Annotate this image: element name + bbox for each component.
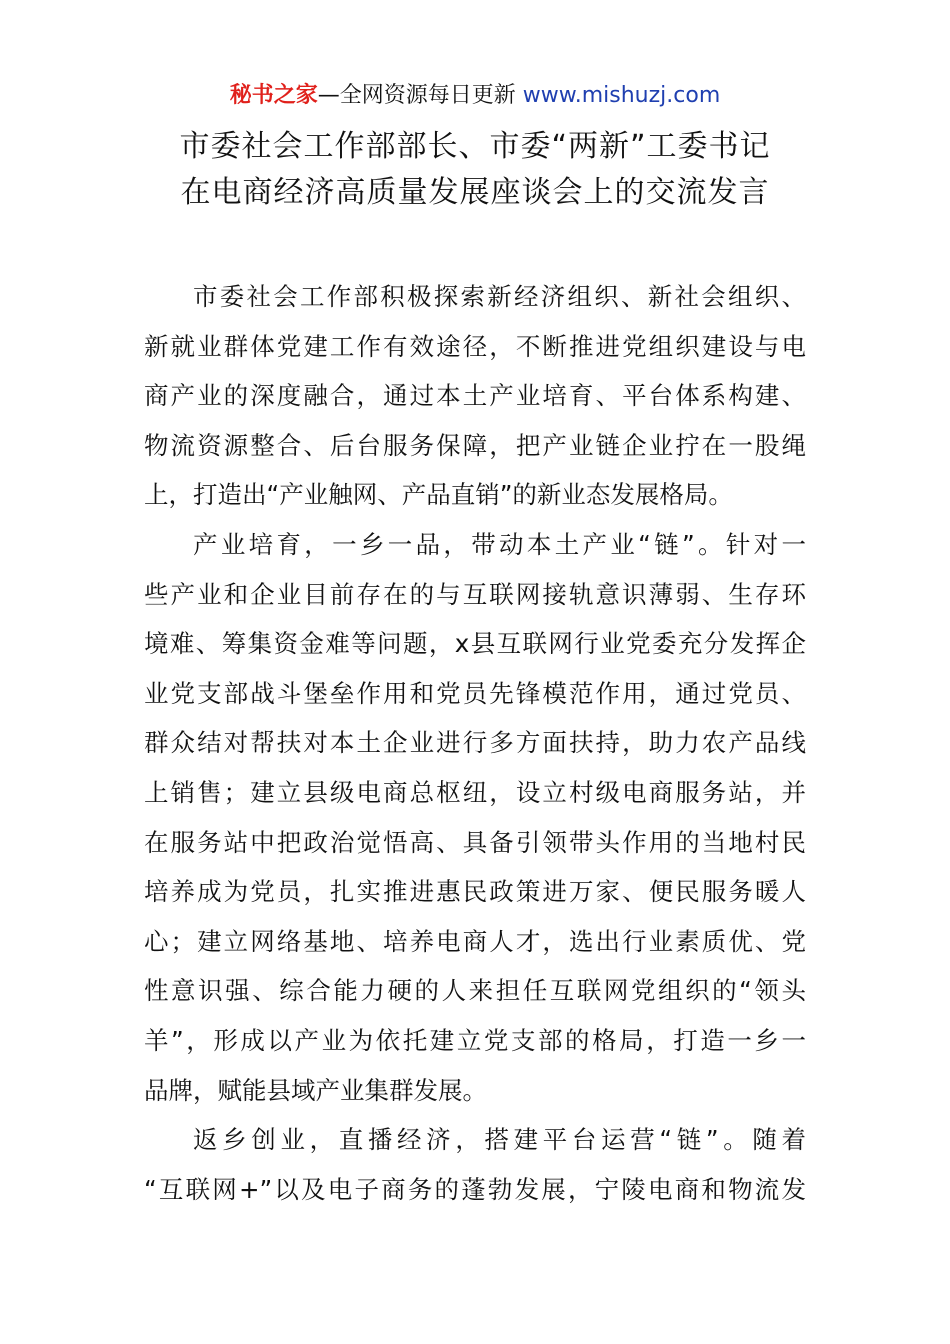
title-line-1: 市委社会工作部部长、市委“两新”工委书记: [179, 129, 771, 164]
paragraph-1-line: 物流资源整合、后台服务保障，把产业链企业拧在一股绳: [144, 430, 806, 460]
title-line-2: 在电商经济高质量发展座谈会上的交流发言: [180, 175, 770, 210]
paragraph-3-line: “互联网+”以及电子商务的蓬勃发展，宁陵电商和物流发: [144, 1174, 806, 1204]
paragraph-1-line: 新就业群体党建工作有效途径，不断推进党组织建设与电: [144, 331, 806, 361]
paragraph-2-line: 培养成为党员，扎实推进惠民政策进万家、便民服务暖人: [144, 877, 806, 907]
paragraph-1-line: 上，打造出“产业触网、产品直销”的新业态发展格局。: [144, 480, 733, 510]
document-body: [144, 272, 806, 1214]
paragraph-2-line: 上销售；建立县级电商总枢纽，设立村级电商服务站，并: [144, 777, 806, 807]
paragraph-2-line: 羊”，形成以产业为依托建立党支部的格局，打造一乡一: [144, 1025, 806, 1055]
paragraph-3-line: 返乡创业，直播经济，搭建平台运营“链”。随着: [193, 1125, 806, 1155]
paragraph-1-line: 市委社会工作部积极探索新经济组织、新社会组织、: [193, 282, 806, 311]
brand-name: 秘书之家: [229, 83, 318, 108]
paragraph-2-line: 些产业和企业目前存在的与互联网接轨意识薄弱、生存环: [144, 579, 806, 609]
site-header: [0, 80, 950, 112]
paragraph-2-line: 性意识强、综合能力硬的人来担任互联网党组织的“领头: [144, 976, 806, 1006]
header-tagline: —全网资源每日更新: [317, 83, 516, 108]
site-url-link[interactable]: www.mishuzj.com: [522, 83, 721, 108]
paragraph-2-line: 境难、筹集资金难等问题，x县互联网行业党委充分发挥企: [144, 629, 806, 659]
paragraph-2-line: 产业培育，一乡一品，带动本土产业“链”。针对一: [193, 529, 806, 559]
paragraph-2-line: 业党支部战斗堡垒作用和党员先锋模范作用，通过党员、: [144, 678, 806, 708]
paragraph-2-line: 品牌，赋能县域产业集群发展。: [144, 1075, 487, 1105]
document-title: [0, 124, 950, 216]
paragraph-2-line: 群众结对帮扶对本土企业进行多方面扶持，助力农产品线: [144, 728, 806, 758]
paragraph-2-line: 心；建立网络基地、培养电商人才，选出行业素质优、党: [144, 926, 806, 956]
paragraph-1-line: 商产业的深度融合，通过本土产业培育、平台体系构建、: [144, 381, 806, 411]
paragraph-2-line: 在服务站中把政治觉悟高、具备引领带头作用的当地村民: [144, 827, 806, 857]
